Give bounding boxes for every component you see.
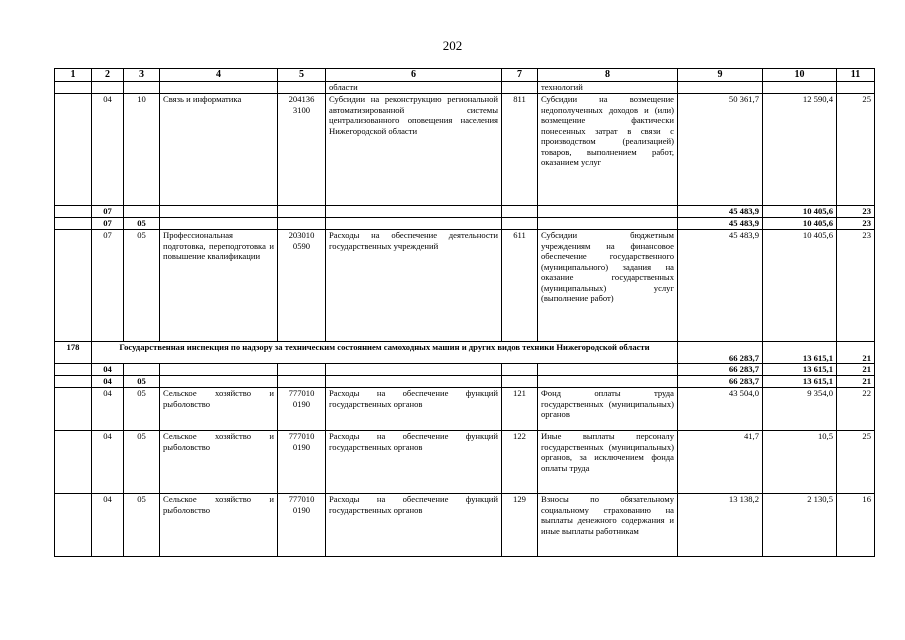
cell-actual: 12 590,4 [763,94,837,206]
table-row [55,376,875,388]
cell-kind-code: 121 [502,388,538,431]
cell-subsection: 05 [124,431,160,494]
cell-percent: 25 [837,431,875,494]
cell-percent: 21 [837,342,875,364]
cell-section: 04 [92,376,124,388]
cell-section: 04 [92,94,124,206]
table-row [55,364,875,376]
cell-plan: 13 138,2 [678,494,763,557]
page-number: 202 [442,38,463,53]
cell-section: 04 [92,388,124,431]
cell-expense-type: Расходы на обеспечение функций государственных органов [326,431,502,494]
column-header: 5 [278,69,326,82]
cell-section: 04 [92,364,124,376]
table-row [55,388,875,431]
cell-section-name: Сельское хозяйство и рыболовство [160,388,278,431]
table-header [55,69,875,82]
cell-org-title: Государственная инспекция по надзору за техническим состоянием самоходных машин и других видов техники Нижегородской области [92,342,678,364]
cell-plan: 50 361,7 [678,94,763,206]
cell-plan: 45 483,9 [678,218,763,230]
cell-kind-code: 129 [502,494,538,557]
table-row [55,206,875,218]
column-header: 8 [538,69,678,82]
cell-kind-code: 122 [502,431,538,494]
cell-percent: 23 [837,218,875,230]
cell-percent: 22 [837,388,875,431]
cell-expense-kind: Фонд оплаты труда государственных (муниципальных) органов [538,388,678,431]
cell-expense-type: Расходы на обеспечение деятельности государственных учреждений [326,230,502,342]
cell-expense-kind: Субсидии на возмещение недополученных доходов и (или) возмещение фактически понесенных затрат в связи с производством (реализацией) товаров, выполнением работ, оказанием услуг [538,94,678,206]
column-header: 2 [92,69,124,82]
column-header: 10 [763,69,837,82]
cell-plan: 41,7 [678,431,763,494]
cell-plan: 45 483,9 [678,230,763,342]
cell-plan: 66 283,7 [678,364,763,376]
column-header: 7 [502,69,538,82]
cell-target-code: 777010 0190 [278,431,326,494]
cell-subsection: 05 [124,218,160,230]
cell-expense-kind: технологий [538,82,678,94]
cell-subsection: 05 [124,494,160,557]
cell-actual: 10 405,6 [763,206,837,218]
table-row [55,431,875,494]
cell-percent: 23 [837,230,875,342]
table-row [55,94,875,206]
cell-subsection: 05 [124,230,160,342]
cell-subsection: 05 [124,376,160,388]
cell-section-name: Связь и информатика [160,94,278,206]
cell-target-code: 203010 0590 [278,230,326,342]
cell-target-code: 777010 0190 [278,388,326,431]
cell-expense-kind: Иные выплаты персоналу государственных (муниципальных) органов, за исключением фонда оплаты труда [538,431,678,494]
cell-target-code: 777010 0190 [278,494,326,557]
cell-expense-type: Расходы на обеспечение функций государственных органов [326,494,502,557]
cell-subsection: 10 [124,94,160,206]
cell-section: 07 [92,218,124,230]
cell-expense-type: области [326,82,502,94]
cell-section: 04 [92,431,124,494]
cell-percent: 16 [837,494,875,557]
budget-table [54,68,875,557]
cell-kind-code: 611 [502,230,538,342]
cell-plan: 43 504,0 [678,388,763,431]
cell-percent: 23 [837,206,875,218]
cell-section-name: Профессиональная подготовка, переподготовка и повышение квалификации [160,230,278,342]
cell-expense-kind: Взносы по обязательному социальному страхованию на выплаты денежного содержания и иные выплаты работникам [538,494,678,557]
cell-actual: 13 615,1 [763,376,837,388]
cell-target-code: 204136 3100 [278,94,326,206]
table-row [55,230,875,342]
cell-percent: 21 [837,364,875,376]
cell-section: 07 [92,230,124,342]
cell-section: 04 [92,494,124,557]
table-row [55,82,875,94]
cell-subsection [124,364,160,376]
cell-percent: 21 [837,376,875,388]
cell-kind-code: 811 [502,94,538,206]
cell-plan: 66 283,7 [678,376,763,388]
cell-section: 07 [92,206,124,218]
cell-expense-type: Субсидии на реконструкцию региональной автоматизированной системы централизованного оповещения населения Нижегородской области [326,94,502,206]
cell-subsection [124,206,160,218]
cell-plan: 45 483,9 [678,206,763,218]
column-header: 6 [326,69,502,82]
cell-plan: 66 283,7 [678,342,763,364]
table-row [55,494,875,557]
column-header: 11 [837,69,875,82]
cell-section-name: Сельское хозяйство и рыболовство [160,494,278,557]
table-row [55,218,875,230]
cell-percent: 25 [837,94,875,206]
cell-actual: 13 615,1 [763,364,837,376]
cell-expense-kind: Субсидии бюджетным учреждениям на финансовое обеспечение государственного (муниципального) задания на оказание государственных (муниципальных) услуг (выполнение работ) [538,230,678,342]
cell-subsection: 05 [124,388,160,431]
cell-actual: 10,5 [763,431,837,494]
table-row-organization [55,342,875,364]
cell-actual: 10 405,6 [763,230,837,342]
cell-expense-type: Расходы на обеспечение функций государственных органов [326,388,502,431]
column-header: 4 [160,69,278,82]
column-header: 3 [124,69,160,82]
cell-actual: 2 130,5 [763,494,837,557]
column-header: 1 [55,69,92,82]
column-header: 9 [678,69,763,82]
cell-actual: 13 615,1 [763,342,837,364]
cell-section-name: Сельское хозяйство и рыболовство [160,431,278,494]
cell-actual: 10 405,6 [763,218,837,230]
cell-actual: 9 354,0 [763,388,837,431]
cell-org-code: 178 [55,342,92,364]
